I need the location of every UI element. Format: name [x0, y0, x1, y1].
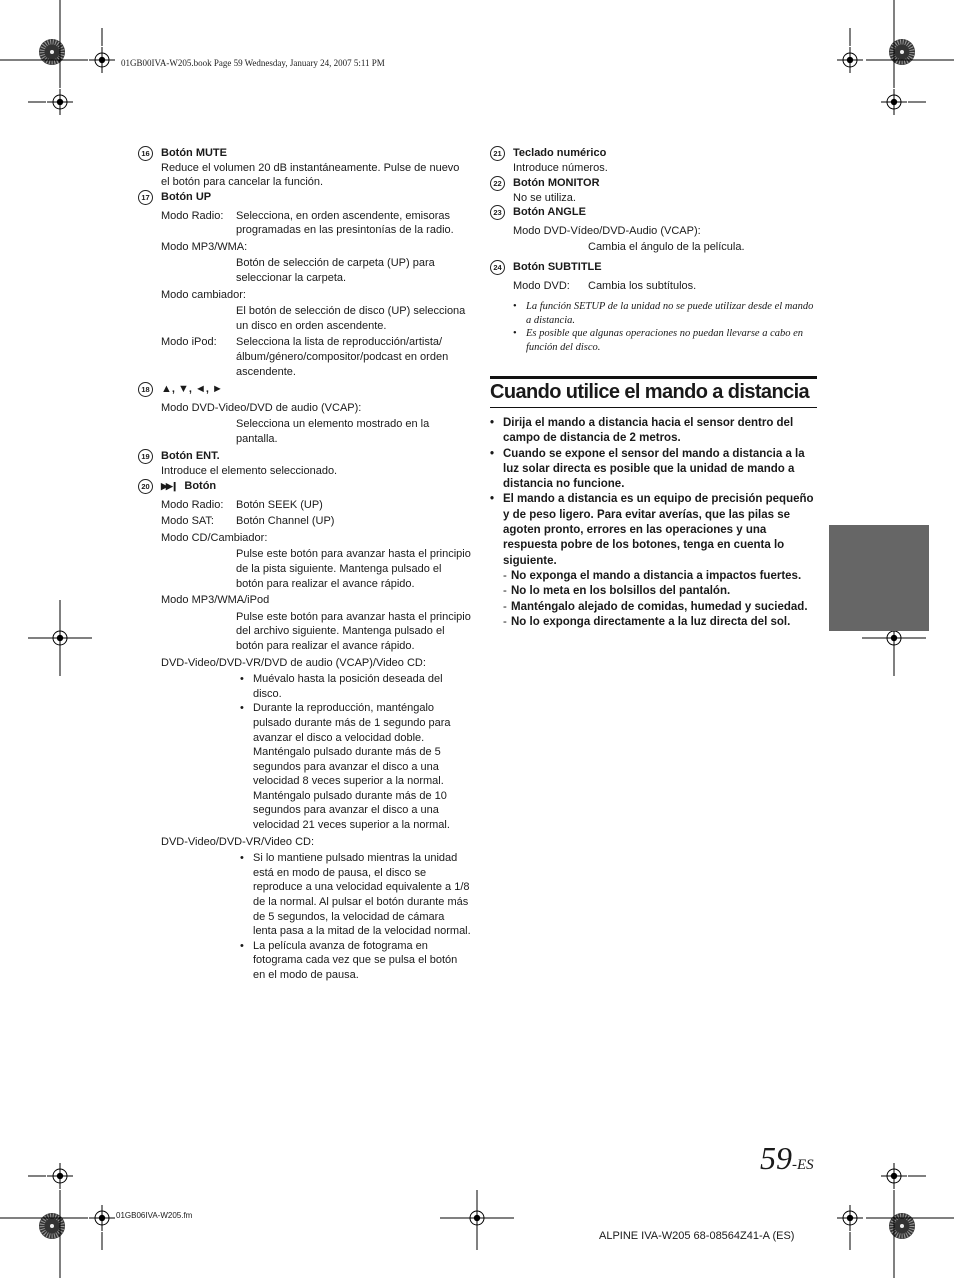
item-title: Botón MONITOR	[513, 177, 600, 189]
dash-item: - No exponga el mando a distancia a impactos fuertes.	[490, 569, 818, 584]
mode-label: Modo Radio:	[161, 209, 224, 222]
mode-text: El botón de selección de disco (UP) selecciona un disco en orden ascendente.	[236, 305, 466, 332]
usage-list	[490, 416, 818, 630]
bullet-item: • Durante la reproducción, manténgalo pulsado durante más de 1 segundo para avanzar el disco a velocidad doble. Manténgalo pulsado durante más de 5 segundos para avanzar el disco a una velocidad 8 veces superior a la normal. Manténgalo pulsado durante más de 10 segundos para avanzar el disco a una velocidad 21 veces superior a la normal.	[236, 701, 471, 832]
bullet-item: • Si lo mantiene pulsado mientras la unidad está en modo de pausa, el disco se reproduce a una velocidad equivalente a 1/8 de la normal. Al pulsar el botón durante más de 5 segundos, la velocidad de cámara lenta pasa a la mitad de la velocidad normal.	[236, 851, 471, 939]
item-number: 16	[138, 146, 153, 161]
item-title: Teclado numérico	[513, 147, 607, 159]
item-number: 24	[490, 260, 505, 275]
mode-label: DVD-Video/DVD-VR/Video CD:	[161, 835, 315, 848]
page-number-suffix: -ES	[792, 1157, 814, 1173]
mode-label: DVD-Video/DVD-VR/DVD de audio (VCAP)/Video CD:	[161, 656, 426, 669]
mode-label: Modo iPod:	[161, 336, 217, 349]
item-number: 18	[138, 382, 153, 397]
mode-label: Modo cambiador:	[161, 288, 246, 301]
item-title: Botón	[184, 480, 217, 492]
item-keypad	[493, 146, 813, 175]
item-number: 22	[490, 176, 505, 191]
item-title: Botón UP	[161, 191, 212, 203]
mode-text: Cambia el ángulo de la película.	[588, 241, 745, 254]
bullet-item: • Dirija el mando a distancia hacia el sensor dentro del campo de distancia de 2 metros.	[490, 416, 818, 447]
next-track-icon: ▶▶❙	[161, 481, 177, 491]
mode-label: Modo DVD-Vídeo/DVD-Audio (VCAP):	[513, 224, 701, 237]
book-header: 01GB00IVA-W205.book Page 59 Wednesday, January 24, 2007 5:11 PM	[121, 58, 385, 68]
page-number	[760, 1140, 814, 1177]
bullet-item: • Muévalo hasta la posición deseada del disco.	[236, 672, 471, 701]
mode-label: Modo MP3/WMA:	[161, 240, 248, 253]
item-text: Reduce el volumen 20 dB instantáneamente. Pulse de nuevo el botón para cancelar la función.	[161, 161, 460, 189]
item-number: 17	[138, 190, 153, 205]
item-title: Botón ANGLE	[513, 206, 586, 218]
item-title: ▲, ▼, ◄, ►	[161, 383, 223, 395]
mode-text: Botón de selección de carpeta (UP) para seleccionar la carpeta.	[236, 257, 435, 284]
mode-label: Modo SAT:	[161, 515, 214, 528]
mode-label: Modo Radio:	[161, 498, 224, 511]
bullet-item: • El mando a distancia es un equipo de precisión pequeño y de peso ligero. Para evitar averías, que las pilas se agoten pronto, errores en las operaciones y una respuesta pobre de los botones, tenga en cuenta lo siguiente.	[490, 492, 818, 568]
dash-item: - Manténgalo alejado de comidas, humedad y suciedad.	[490, 600, 818, 615]
dash-item: - No lo meta en los bolsillos del pantalón.	[490, 584, 818, 599]
mode-text: Selecciona, en orden ascendente, emisoras programadas en las presintonías de la radio.	[236, 209, 454, 237]
mode-text: Botón SEEK (UP)	[236, 498, 323, 511]
mode-text: Selecciona un elemento mostrado en la pantalla.	[236, 418, 430, 445]
bullet-item: • Cuando se expone el sensor del mando a distancia a la luz solar directa es posible que la unidad de mando a distancia no funcione.	[490, 447, 818, 493]
footer-model: ALPINE IVA-W205 68-08564Z41-A (ES)	[599, 1230, 795, 1242]
mode-row	[513, 279, 813, 294]
dash-item: - No lo exponga directamente a la luz directa del sol.	[490, 615, 818, 630]
mode-row	[161, 335, 471, 379]
item-up	[141, 190, 471, 379]
section-title: Cuando utilice el mando a distancia	[490, 376, 817, 408]
item-mute	[141, 146, 471, 190]
item-title: Botón SUBTITLE	[513, 261, 602, 273]
footer-file: 01GB06IVA-W205.fm	[116, 1211, 193, 1220]
item-number: 19	[138, 449, 153, 464]
item-ent	[141, 449, 471, 478]
mode-text: Selecciona la lista de reproducción/artista/ álbum/género/compositor/podcast en orden ascendente.	[236, 336, 449, 378]
section-thumb-tab	[829, 525, 929, 631]
mode-text: Cambia los subtítulos.	[588, 279, 697, 292]
item-monitor	[493, 176, 813, 205]
mode-row	[161, 209, 471, 238]
item-title: Botón MUTE	[161, 147, 227, 159]
item-subtitle	[493, 260, 813, 293]
item-text: Introduce números.	[513, 161, 608, 174]
item-title: Botón ENT.	[161, 450, 220, 462]
mode-row	[161, 498, 471, 513]
item-text: Introduce el elemento seleccionado.	[161, 464, 338, 477]
mode-text: Botón Channel (UP)	[236, 515, 335, 528]
item-number: 21	[490, 146, 505, 161]
item-next	[141, 479, 471, 983]
notes	[513, 300, 815, 355]
bullet-item: • La película avanza de fotograma en fotograma cada vez que se pulsa el botón en el modo de pausa.	[236, 939, 471, 983]
item-arrows	[141, 382, 471, 446]
mode-label: Modo DVD:	[513, 279, 570, 292]
mode-label: Modo CD/Cambiador:	[161, 531, 268, 544]
page-number-value: 59	[760, 1140, 792, 1176]
mode-text: Pulse este botón para avanzar hasta el principio de la pista siguiente. Mantenga pulsado el botón para realizar el avance rápido.	[236, 548, 471, 590]
mode-label: Modo MP3/WMA/iPod	[161, 594, 270, 607]
note-item: • Es posible que algunas operaciones no puedan llevarse a cabo en función del disco.	[513, 327, 815, 354]
item-number: 20	[138, 479, 153, 494]
item-number: 23	[490, 205, 505, 220]
mode-text: Pulse este botón para avanzar hasta el principio del archivo siguiente. Mantenga pulsado el botón para realizar el avance rápido.	[236, 610, 471, 652]
note-item: • La función SETUP de la unidad no se puede utilizar desde el mando a distancia.	[513, 300, 815, 327]
item-angle	[493, 205, 813, 255]
mode-row	[161, 514, 471, 529]
mode-label: Modo DVD-Video/DVD de audio (VCAP):	[161, 401, 362, 414]
item-text: No se utiliza.	[513, 191, 576, 204]
